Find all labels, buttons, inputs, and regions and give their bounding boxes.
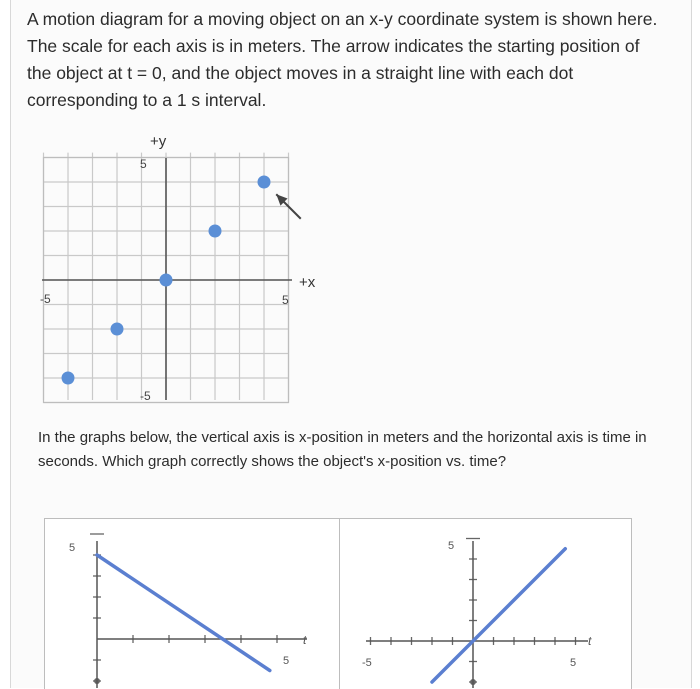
- graph-2-line: [432, 549, 565, 682]
- graph-1-t-label: t: [303, 633, 307, 647]
- graph-2-y-tick-label: 5: [448, 540, 455, 552]
- graph-2-x-neg-tick-label: -5: [362, 657, 372, 669]
- x-min-label: -5: [40, 292, 51, 306]
- y-min-label: -5: [140, 389, 151, 403]
- motion-dot: [111, 323, 124, 336]
- motion-dot: [62, 372, 75, 385]
- graph-2-x-tick-label: 5: [570, 657, 577, 669]
- graph-1-y-tick-label: 5: [69, 542, 76, 554]
- question-intro-text: A motion diagram for a moving object on an x-y coordinate system is shown here. The scale for each axis is in meters. The arrow indicates the starting position of the object at t = 0, and the object moves in a straight line with each dot corresponding to a 1 s interval.: [27, 9, 658, 110]
- answer-graph-1[interactable]: [45, 519, 338, 688]
- graph-1-line: [97, 555, 270, 671]
- graph-1-x-tick-label: 5: [283, 655, 290, 667]
- motion-dot: [209, 225, 222, 238]
- y-max-label: 5: [140, 157, 147, 171]
- motion-dot: [160, 274, 173, 287]
- question-prompt-text: In the graphs below, the vertical axis is x-position in meters and the horizontal axis is time in seconds. Which graph correctly shows the object's x-position vs. time?: [38, 429, 647, 470]
- x-max-label: 5: [282, 293, 289, 307]
- motion-dot: [258, 176, 271, 189]
- answer-graph-2[interactable]: [340, 519, 630, 688]
- graph-2-t-label: t: [588, 634, 592, 648]
- y-axis-label: +y: [150, 133, 167, 150]
- x-axis-label: +x: [299, 274, 316, 291]
